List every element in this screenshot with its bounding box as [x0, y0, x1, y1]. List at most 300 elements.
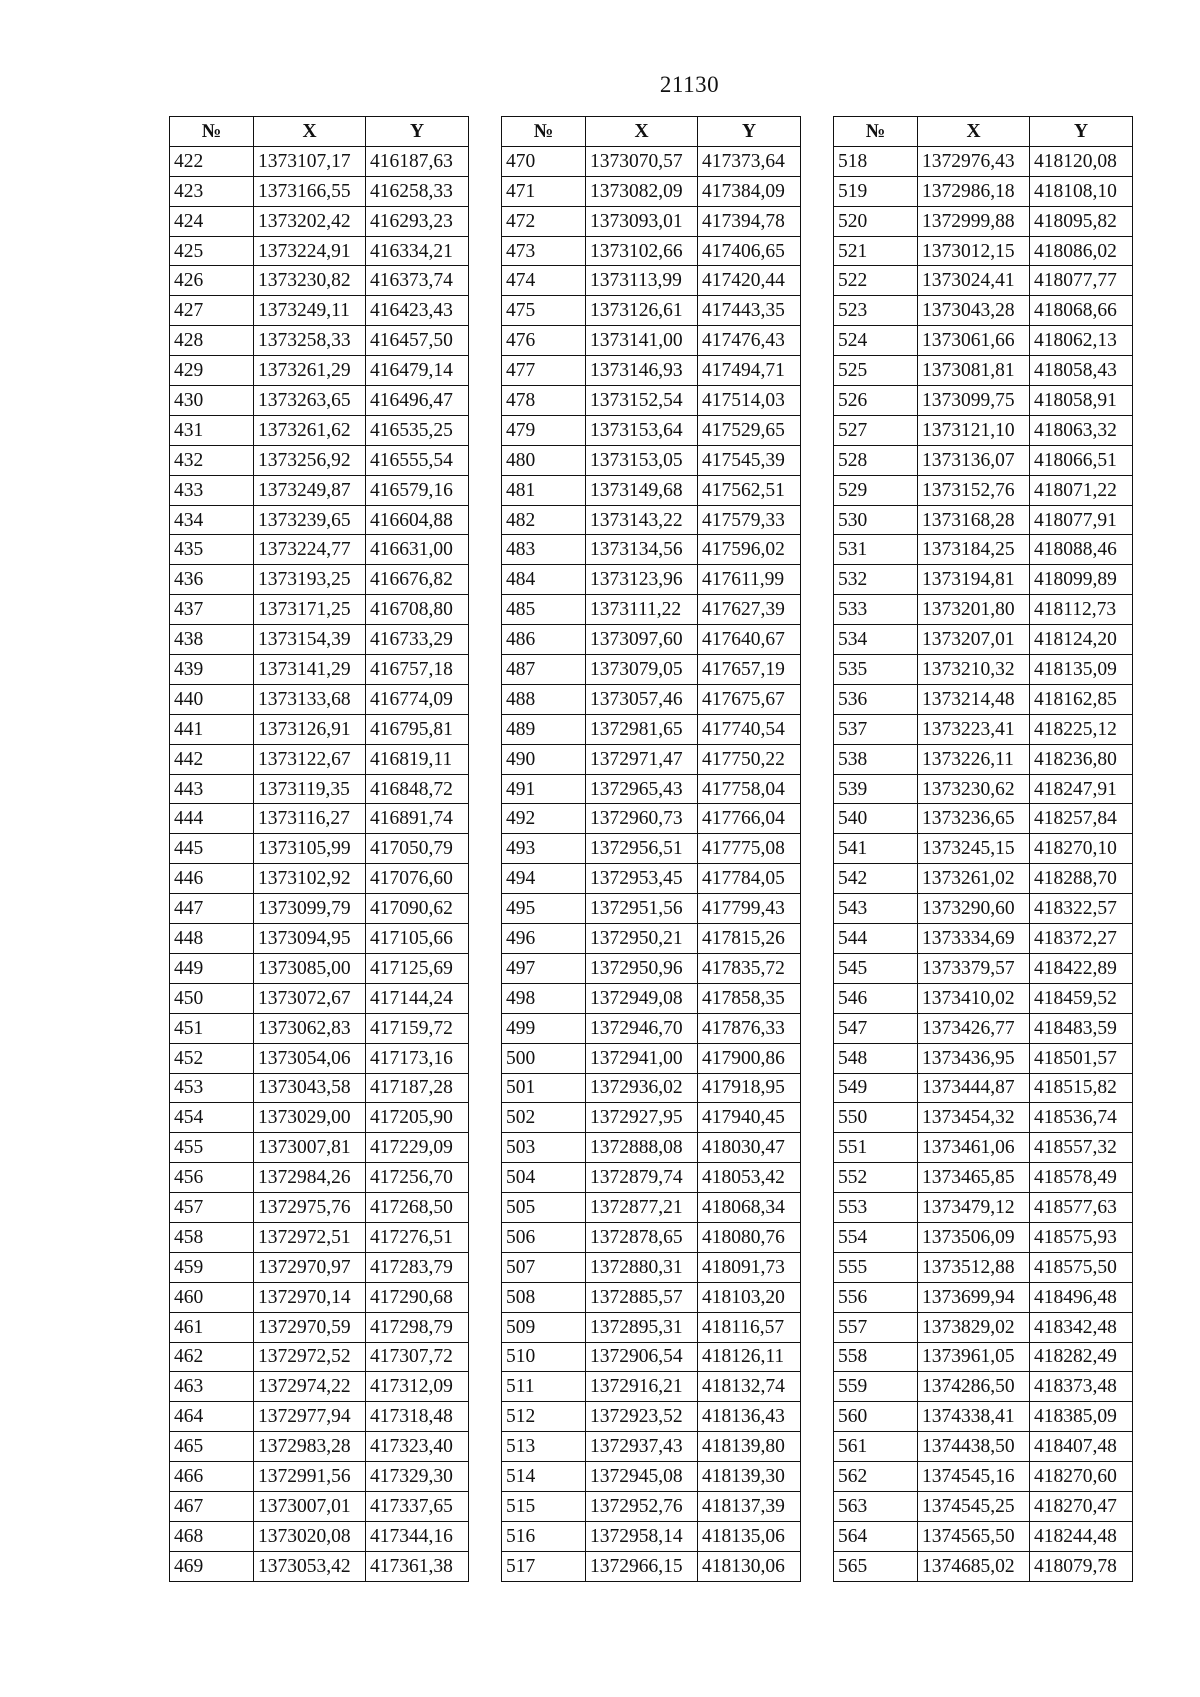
table-row	[170, 1222, 469, 1252]
point-number: 446	[170, 864, 254, 894]
x-coordinate: 1372895,31	[586, 1312, 698, 1342]
x-coordinate: 1374438,50	[918, 1432, 1030, 1462]
x-coordinate: 1373085,00	[254, 953, 366, 983]
table-row	[834, 445, 1133, 475]
point-number: 527	[834, 415, 918, 445]
table-row	[170, 505, 469, 535]
point-number: 449	[170, 953, 254, 983]
y-coordinate: 416457,50	[366, 326, 469, 356]
point-number: 469	[170, 1551, 254, 1581]
point-number: 512	[502, 1402, 586, 1432]
table-row	[502, 1491, 801, 1521]
y-coordinate: 417611,99	[698, 565, 801, 595]
point-number: 525	[834, 356, 918, 386]
point-number: 511	[502, 1372, 586, 1402]
x-coordinate: 1373116,27	[254, 804, 366, 834]
point-number: 467	[170, 1491, 254, 1521]
x-coordinate: 1373133,68	[254, 684, 366, 714]
point-number: 539	[834, 774, 918, 804]
point-number: 518	[834, 146, 918, 176]
x-coordinate: 1372877,21	[586, 1193, 698, 1223]
x-coordinate: 1373261,62	[254, 415, 366, 445]
point-number: 509	[502, 1312, 586, 1342]
table-row	[170, 1163, 469, 1193]
table-row	[502, 1551, 801, 1581]
y-coordinate: 418130,06	[698, 1551, 801, 1581]
x-coordinate: 1373379,57	[918, 953, 1030, 983]
y-coordinate: 418139,30	[698, 1462, 801, 1492]
point-number: 531	[834, 535, 918, 565]
y-coordinate: 418257,84	[1030, 804, 1133, 834]
x-coordinate: 1372970,59	[254, 1312, 366, 1342]
header-number: №	[170, 117, 254, 147]
point-number: 552	[834, 1163, 918, 1193]
x-coordinate: 1373111,22	[586, 595, 698, 625]
table-row	[502, 386, 801, 416]
y-coordinate: 417562,51	[698, 475, 801, 505]
x-coordinate: 1373168,28	[918, 505, 1030, 535]
x-coordinate: 1372999,88	[918, 206, 1030, 236]
point-number: 530	[834, 505, 918, 535]
point-number: 519	[834, 176, 918, 206]
x-coordinate: 1373410,02	[918, 983, 1030, 1013]
point-number: 551	[834, 1133, 918, 1163]
y-coordinate: 418135,09	[1030, 655, 1133, 685]
x-coordinate: 1373249,11	[254, 296, 366, 326]
y-coordinate: 417514,03	[698, 386, 801, 416]
y-coordinate: 417050,79	[366, 834, 469, 864]
x-coordinate: 1373230,82	[254, 266, 366, 296]
table-row	[170, 445, 469, 475]
table-row	[502, 356, 801, 386]
table-row	[170, 774, 469, 804]
x-coordinate: 1372984,26	[254, 1163, 366, 1193]
table-row	[502, 1103, 801, 1133]
y-coordinate: 418577,63	[1030, 1193, 1133, 1223]
point-number: 564	[834, 1521, 918, 1551]
table-row	[170, 744, 469, 774]
y-coordinate: 418270,47	[1030, 1491, 1133, 1521]
x-coordinate: 1374338,41	[918, 1402, 1030, 1432]
point-number: 482	[502, 505, 586, 535]
y-coordinate: 417627,39	[698, 595, 801, 625]
y-coordinate: 416733,29	[366, 625, 469, 655]
table-body	[834, 146, 1133, 1581]
point-number: 557	[834, 1312, 918, 1342]
y-coordinate: 418116,57	[698, 1312, 801, 1342]
y-coordinate: 416819,11	[366, 744, 469, 774]
point-number: 442	[170, 744, 254, 774]
table-row	[502, 1222, 801, 1252]
point-number: 489	[502, 714, 586, 744]
x-coordinate: 1372958,14	[586, 1521, 698, 1551]
y-coordinate: 418058,43	[1030, 356, 1133, 386]
table-row	[502, 475, 801, 505]
y-coordinate: 416676,82	[366, 565, 469, 595]
x-coordinate: 1372972,51	[254, 1222, 366, 1252]
point-number: 488	[502, 684, 586, 714]
point-number: 523	[834, 296, 918, 326]
table-row	[834, 1372, 1133, 1402]
point-number: 458	[170, 1222, 254, 1252]
y-coordinate: 418108,10	[1030, 176, 1133, 206]
table-row	[834, 894, 1133, 924]
table-row	[502, 655, 801, 685]
table-row	[170, 1312, 469, 1342]
x-coordinate: 1373043,58	[254, 1073, 366, 1103]
point-number: 510	[502, 1342, 586, 1372]
table-row	[502, 1521, 801, 1551]
x-coordinate: 1373053,42	[254, 1551, 366, 1581]
table-row	[502, 1372, 801, 1402]
point-number: 484	[502, 565, 586, 595]
y-coordinate: 418136,43	[698, 1402, 801, 1432]
table-row	[834, 296, 1133, 326]
point-number: 478	[502, 386, 586, 416]
y-coordinate: 418288,70	[1030, 864, 1133, 894]
point-number: 506	[502, 1222, 586, 1252]
y-coordinate: 418066,51	[1030, 445, 1133, 475]
x-coordinate: 1373057,46	[586, 684, 698, 714]
y-coordinate: 417740,54	[698, 714, 801, 744]
x-coordinate: 1372974,22	[254, 1372, 366, 1402]
x-coordinate: 1372941,00	[586, 1043, 698, 1073]
point-number: 561	[834, 1432, 918, 1462]
table-row	[170, 146, 469, 176]
x-coordinate: 1373141,00	[586, 326, 698, 356]
table-row	[834, 1073, 1133, 1103]
x-coordinate: 1373134,56	[586, 535, 698, 565]
point-number: 559	[834, 1372, 918, 1402]
y-coordinate: 417344,16	[366, 1521, 469, 1551]
x-coordinate: 1373699,94	[918, 1282, 1030, 1312]
y-coordinate: 418099,89	[1030, 565, 1133, 595]
x-coordinate: 1372937,43	[586, 1432, 698, 1462]
x-coordinate: 1373119,35	[254, 774, 366, 804]
x-coordinate: 1373097,60	[586, 625, 698, 655]
table-row	[502, 684, 801, 714]
table-row	[170, 953, 469, 983]
x-coordinate: 1374685,02	[918, 1551, 1030, 1581]
point-number: 466	[170, 1462, 254, 1492]
point-number: 496	[502, 924, 586, 954]
point-number: 480	[502, 445, 586, 475]
header-row	[170, 117, 469, 147]
x-coordinate: 1373153,05	[586, 445, 698, 475]
table-row	[170, 625, 469, 655]
point-number: 455	[170, 1133, 254, 1163]
y-coordinate: 417529,65	[698, 415, 801, 445]
table-row	[834, 1222, 1133, 1252]
y-coordinate: 418236,80	[1030, 744, 1133, 774]
point-number: 451	[170, 1013, 254, 1043]
point-number: 424	[170, 206, 254, 236]
table-row	[170, 1103, 469, 1133]
table-row	[834, 1491, 1133, 1521]
x-coordinate: 1372965,43	[586, 774, 698, 804]
y-coordinate: 418086,02	[1030, 236, 1133, 266]
point-number: 445	[170, 834, 254, 864]
table-row	[834, 625, 1133, 655]
x-coordinate: 1372927,95	[586, 1103, 698, 1133]
y-coordinate: 417337,65	[366, 1491, 469, 1521]
x-coordinate: 1372951,56	[586, 894, 698, 924]
point-number: 456	[170, 1163, 254, 1193]
table-row	[170, 1133, 469, 1163]
table-row	[502, 714, 801, 744]
header-y: Y	[1030, 117, 1133, 147]
x-coordinate: 1373146,93	[586, 356, 698, 386]
x-coordinate: 1373261,02	[918, 864, 1030, 894]
point-number: 553	[834, 1193, 918, 1223]
x-coordinate: 1373149,68	[586, 475, 698, 505]
x-coordinate: 1372923,52	[586, 1402, 698, 1432]
table-row	[502, 1073, 801, 1103]
y-coordinate: 416555,54	[366, 445, 469, 475]
point-number: 498	[502, 983, 586, 1013]
x-coordinate: 1372986,18	[918, 176, 1030, 206]
point-number: 556	[834, 1282, 918, 1312]
x-coordinate: 1373479,12	[918, 1193, 1030, 1223]
point-number: 505	[502, 1193, 586, 1223]
y-coordinate: 417579,33	[698, 505, 801, 535]
y-coordinate: 416774,09	[366, 684, 469, 714]
point-number: 434	[170, 505, 254, 535]
y-coordinate: 417420,44	[698, 266, 801, 296]
y-coordinate: 418247,91	[1030, 774, 1133, 804]
x-coordinate: 1373043,28	[918, 296, 1030, 326]
header-x: X	[918, 117, 1030, 147]
y-coordinate: 418063,32	[1030, 415, 1133, 445]
x-coordinate: 1373214,48	[918, 684, 1030, 714]
table-row	[170, 1073, 469, 1103]
x-coordinate: 1373223,41	[918, 714, 1030, 744]
point-number: 487	[502, 655, 586, 685]
y-coordinate: 418053,42	[698, 1163, 801, 1193]
y-coordinate: 418225,12	[1030, 714, 1133, 744]
y-coordinate: 418270,10	[1030, 834, 1133, 864]
point-number: 459	[170, 1252, 254, 1282]
point-number: 461	[170, 1312, 254, 1342]
point-number: 543	[834, 894, 918, 924]
x-coordinate: 1373436,95	[918, 1043, 1030, 1073]
x-coordinate: 1373207,01	[918, 625, 1030, 655]
table-row	[170, 356, 469, 386]
y-coordinate: 418483,59	[1030, 1013, 1133, 1043]
y-coordinate: 416757,18	[366, 655, 469, 685]
x-coordinate: 1373454,32	[918, 1103, 1030, 1133]
point-number: 465	[170, 1432, 254, 1462]
table-row	[834, 1193, 1133, 1223]
table-row	[502, 1282, 801, 1312]
table-row	[170, 684, 469, 714]
table-row	[502, 625, 801, 655]
y-coordinate: 418079,78	[1030, 1551, 1133, 1581]
y-coordinate: 417835,72	[698, 953, 801, 983]
point-number: 546	[834, 983, 918, 1013]
y-coordinate: 417268,50	[366, 1193, 469, 1223]
point-number: 544	[834, 924, 918, 954]
y-coordinate: 417784,05	[698, 864, 801, 894]
table-row	[834, 714, 1133, 744]
table-row	[170, 1193, 469, 1223]
header-number: №	[502, 117, 586, 147]
x-coordinate: 1372952,76	[586, 1491, 698, 1521]
y-coordinate: 418068,34	[698, 1193, 801, 1223]
table-row	[170, 535, 469, 565]
y-coordinate: 417394,78	[698, 206, 801, 236]
point-number: 437	[170, 595, 254, 625]
y-coordinate: 417384,09	[698, 176, 801, 206]
y-coordinate: 417256,70	[366, 1163, 469, 1193]
y-coordinate: 416293,23	[366, 206, 469, 236]
table-row	[502, 535, 801, 565]
table-row	[834, 146, 1133, 176]
y-coordinate: 418095,82	[1030, 206, 1133, 236]
point-number: 460	[170, 1282, 254, 1312]
y-coordinate: 417307,72	[366, 1342, 469, 1372]
point-number: 468	[170, 1521, 254, 1551]
point-number: 524	[834, 326, 918, 356]
table-row	[502, 1252, 801, 1282]
table-row	[502, 894, 801, 924]
y-coordinate: 418575,93	[1030, 1222, 1133, 1252]
table-row	[834, 595, 1133, 625]
x-coordinate: 1372879,74	[586, 1163, 698, 1193]
x-coordinate: 1373444,87	[918, 1073, 1030, 1103]
header-row	[834, 117, 1133, 147]
table-row	[834, 415, 1133, 445]
point-number: 493	[502, 834, 586, 864]
coordinate-table	[833, 116, 1133, 1582]
y-coordinate: 417494,71	[698, 356, 801, 386]
table-row	[502, 505, 801, 535]
point-number: 429	[170, 356, 254, 386]
y-coordinate: 416373,74	[366, 266, 469, 296]
table-row	[834, 236, 1133, 266]
x-coordinate: 1372949,08	[586, 983, 698, 1013]
y-coordinate: 416496,47	[366, 386, 469, 416]
y-coordinate: 417596,02	[698, 535, 801, 565]
y-coordinate: 418030,47	[698, 1133, 801, 1163]
table-row	[502, 774, 801, 804]
table-row	[834, 475, 1133, 505]
point-number: 499	[502, 1013, 586, 1043]
x-coordinate: 1372972,52	[254, 1342, 366, 1372]
point-number: 528	[834, 445, 918, 475]
y-coordinate: 417229,09	[366, 1133, 469, 1163]
x-coordinate: 1373079,05	[586, 655, 698, 685]
x-coordinate: 1373152,76	[918, 475, 1030, 505]
table-row	[834, 565, 1133, 595]
point-number: 444	[170, 804, 254, 834]
y-coordinate: 417298,79	[366, 1312, 469, 1342]
table-row	[834, 1103, 1133, 1133]
x-coordinate: 1373054,06	[254, 1043, 366, 1073]
table-row	[834, 535, 1133, 565]
x-coordinate: 1373072,67	[254, 983, 366, 1013]
x-coordinate: 1373166,55	[254, 176, 366, 206]
x-coordinate: 1373020,08	[254, 1521, 366, 1551]
table-row	[834, 864, 1133, 894]
table-row	[834, 834, 1133, 864]
x-coordinate: 1373070,57	[586, 146, 698, 176]
table-body	[170, 146, 469, 1581]
y-coordinate: 417858,35	[698, 983, 801, 1013]
point-number: 533	[834, 595, 918, 625]
x-coordinate: 1373245,15	[918, 834, 1030, 864]
x-coordinate: 1373194,81	[918, 565, 1030, 595]
point-number: 433	[170, 475, 254, 505]
point-number: 472	[502, 206, 586, 236]
table-row	[834, 1013, 1133, 1043]
header-x: X	[586, 117, 698, 147]
table-row	[502, 595, 801, 625]
table-row	[834, 1282, 1133, 1312]
y-coordinate: 418407,48	[1030, 1432, 1133, 1462]
table-row	[170, 1521, 469, 1551]
table-row	[834, 176, 1133, 206]
y-coordinate: 417775,08	[698, 834, 801, 864]
x-coordinate: 1373239,65	[254, 505, 366, 535]
y-coordinate: 418322,57	[1030, 894, 1133, 924]
y-coordinate: 417276,51	[366, 1222, 469, 1252]
point-number: 491	[502, 774, 586, 804]
table-row	[834, 1043, 1133, 1073]
point-number: 439	[170, 655, 254, 685]
point-number: 485	[502, 595, 586, 625]
y-coordinate: 417125,69	[366, 953, 469, 983]
point-number: 494	[502, 864, 586, 894]
y-coordinate: 417373,64	[698, 146, 801, 176]
point-number: 521	[834, 236, 918, 266]
x-coordinate: 1373007,81	[254, 1133, 366, 1163]
y-coordinate: 418058,91	[1030, 386, 1133, 416]
x-coordinate: 1373153,64	[586, 415, 698, 445]
point-number: 476	[502, 326, 586, 356]
x-coordinate: 1373461,06	[918, 1133, 1030, 1163]
y-coordinate: 418244,48	[1030, 1521, 1133, 1551]
table-row	[834, 655, 1133, 685]
y-coordinate: 418422,89	[1030, 953, 1133, 983]
point-number: 514	[502, 1462, 586, 1492]
x-coordinate: 1373126,91	[254, 714, 366, 744]
x-coordinate: 1373082,09	[586, 176, 698, 206]
table-body	[502, 146, 801, 1581]
x-coordinate: 1373465,85	[918, 1163, 1030, 1193]
header-number: №	[834, 117, 918, 147]
table-row	[170, 804, 469, 834]
table-row	[170, 714, 469, 744]
point-number: 431	[170, 415, 254, 445]
x-coordinate: 1373829,02	[918, 1312, 1030, 1342]
x-coordinate: 1373171,25	[254, 595, 366, 625]
x-coordinate: 1372936,02	[586, 1073, 698, 1103]
x-coordinate: 1373249,87	[254, 475, 366, 505]
x-coordinate: 1373113,99	[586, 266, 698, 296]
table-row	[834, 774, 1133, 804]
y-coordinate: 417105,66	[366, 924, 469, 954]
point-number: 502	[502, 1103, 586, 1133]
point-number: 441	[170, 714, 254, 744]
table-row	[170, 266, 469, 296]
y-coordinate: 417758,04	[698, 774, 801, 804]
y-coordinate: 416795,81	[366, 714, 469, 744]
y-coordinate: 417076,60	[366, 864, 469, 894]
y-coordinate: 417918,95	[698, 1073, 801, 1103]
point-number: 497	[502, 953, 586, 983]
y-coordinate: 417290,68	[366, 1282, 469, 1312]
